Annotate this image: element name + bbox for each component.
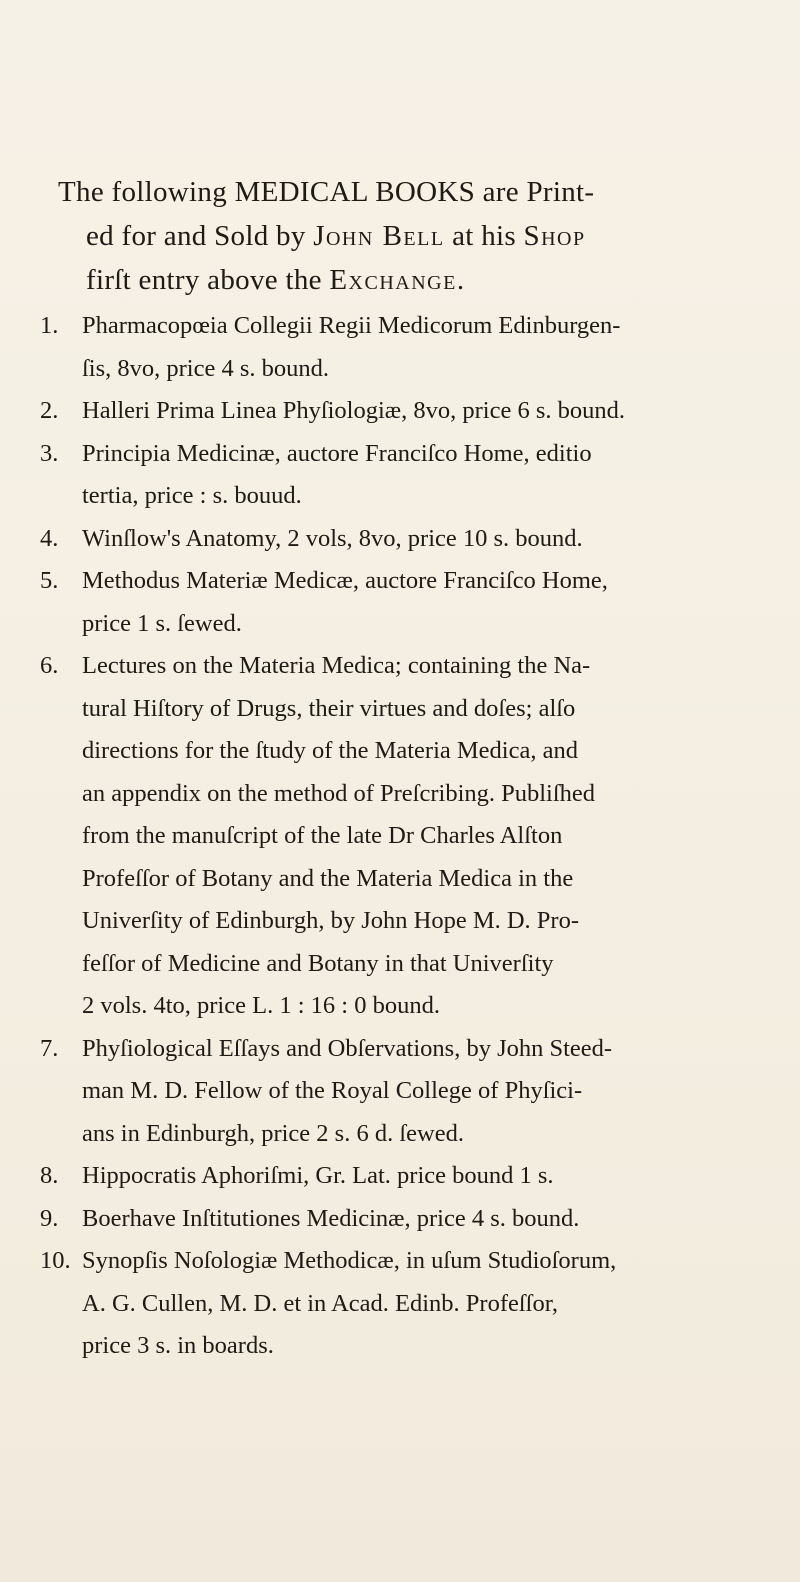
heading-text: The following (58, 176, 235, 208)
entry-text-line: Hippocratis Aphoriſmi, Gr. Lat. price bound 1 s. (82, 1162, 554, 1189)
book-entry (40, 1028, 780, 1156)
entry-text-line: Phyſiological Eſſays and Obſervations, by John Steed- (82, 1034, 613, 1062)
book-entry (40, 560, 780, 645)
entry-text-line: Methodus Materiæ Medicæ, auctore Franciſco Home, (82, 567, 608, 594)
entry-text-line: Pharmacopœia Collegii Regii Medicorum Edinburgen- (82, 312, 621, 339)
entry-number: 2. (40, 397, 59, 424)
heading-text: at his (444, 220, 524, 252)
entry-text-line: price 3 s. in boards. (82, 1332, 274, 1359)
entry-text-line: Boerhave Inſtitutiones Medicinæ, price 4 s. bound. (82, 1204, 580, 1232)
entry-text-line: an appendix on the method of Preſcribing. Publiſhed (82, 779, 596, 807)
book-entry (40, 1240, 780, 1368)
entry-number: 5. (40, 567, 59, 594)
book-entry (40, 1155, 780, 1198)
book-entry (40, 518, 780, 561)
heading-line-3 (58, 258, 778, 302)
heading-text: ed for and Sold by (86, 220, 314, 252)
entry-text-line: man M. D. Fellow of the Royal College of Phyſici- (82, 1077, 583, 1104)
book-list (40, 305, 780, 1368)
heading-line-1 (58, 170, 778, 214)
entry-text-line: ans in Edinburgh, price 2 s. 6 d. ſewed. (82, 1119, 464, 1147)
entry-text-line: tural Hiſtory of Drugs, their virtues and doſes; alſo (82, 694, 576, 722)
heading-books-title: MEDICAL BOOKS (234, 176, 476, 208)
heading-text: firſt entry above the (86, 264, 330, 296)
entry-text-line: Principia Medicinæ, auctore Franciſco Home, editio (82, 439, 592, 467)
entry-number: 8. (40, 1162, 59, 1189)
entry-text-line: Halleri Prima Linea Phyſiologiæ, 8vo, price 6 s. bound. (82, 397, 626, 424)
book-entry (40, 390, 780, 433)
entry-number: 3. (40, 439, 59, 467)
exchange-word: Exchange. (329, 264, 466, 296)
bookseller-name: John Bell (313, 220, 445, 252)
entry-text-line: Univerſity of Edinburgh, by John Hope M. D. Pro- (82, 907, 579, 934)
entry-number: 10. (40, 1247, 71, 1274)
entry-text-line: feſſor of Medicine and Botany in that Univerſity (82, 949, 554, 977)
shop-word: Shop (523, 220, 586, 252)
advertisement-heading (58, 170, 778, 302)
book-entry (40, 433, 780, 518)
heading-line-2 (58, 214, 778, 258)
entry-text-line: Winſlow's Anatomy, 2 vols, 8vo, price 10 s. bound. (82, 524, 583, 552)
entry-text-line: Synopſis Noſologiæ Methodicæ, in uſum Studioſorum, (82, 1247, 617, 1274)
entry-text-line: price 1 s. ſewed. (82, 609, 242, 637)
entry-text-line: tertia, price : s. bouud. (82, 482, 302, 509)
heading-text: are Print- (475, 176, 595, 208)
entry-text-line: from the manuſcript of the late Dr Charles Alſton (82, 822, 563, 849)
entry-text-line: Lectures on the Materia Medica; containing the Na- (82, 652, 591, 679)
book-entry (40, 305, 780, 390)
entry-number: 4. (40, 524, 59, 552)
entry-text-line: directions for the ſtudy of the Materia Medica, and (82, 737, 578, 764)
entry-text-line: Profeſſor of Botany and the Materia Medica in the (82, 864, 574, 892)
entry-text-line: ſis, 8vo, price 4 s. bound. (82, 354, 330, 382)
entry-number: 1. (40, 312, 59, 339)
entry-number: 9. (40, 1204, 59, 1232)
entry-text-line: 2 vols. 4to, price L. 1 : 16 : 0 bound. (82, 992, 440, 1019)
entry-number: 6. (40, 652, 59, 679)
entry-text-line: A. G. Cullen, M. D. et in Acad. Edinb. Profeſſor, (82, 1289, 559, 1317)
book-entry (40, 645, 780, 1028)
book-entry (40, 1198, 780, 1241)
entry-number: 7. (40, 1034, 59, 1062)
